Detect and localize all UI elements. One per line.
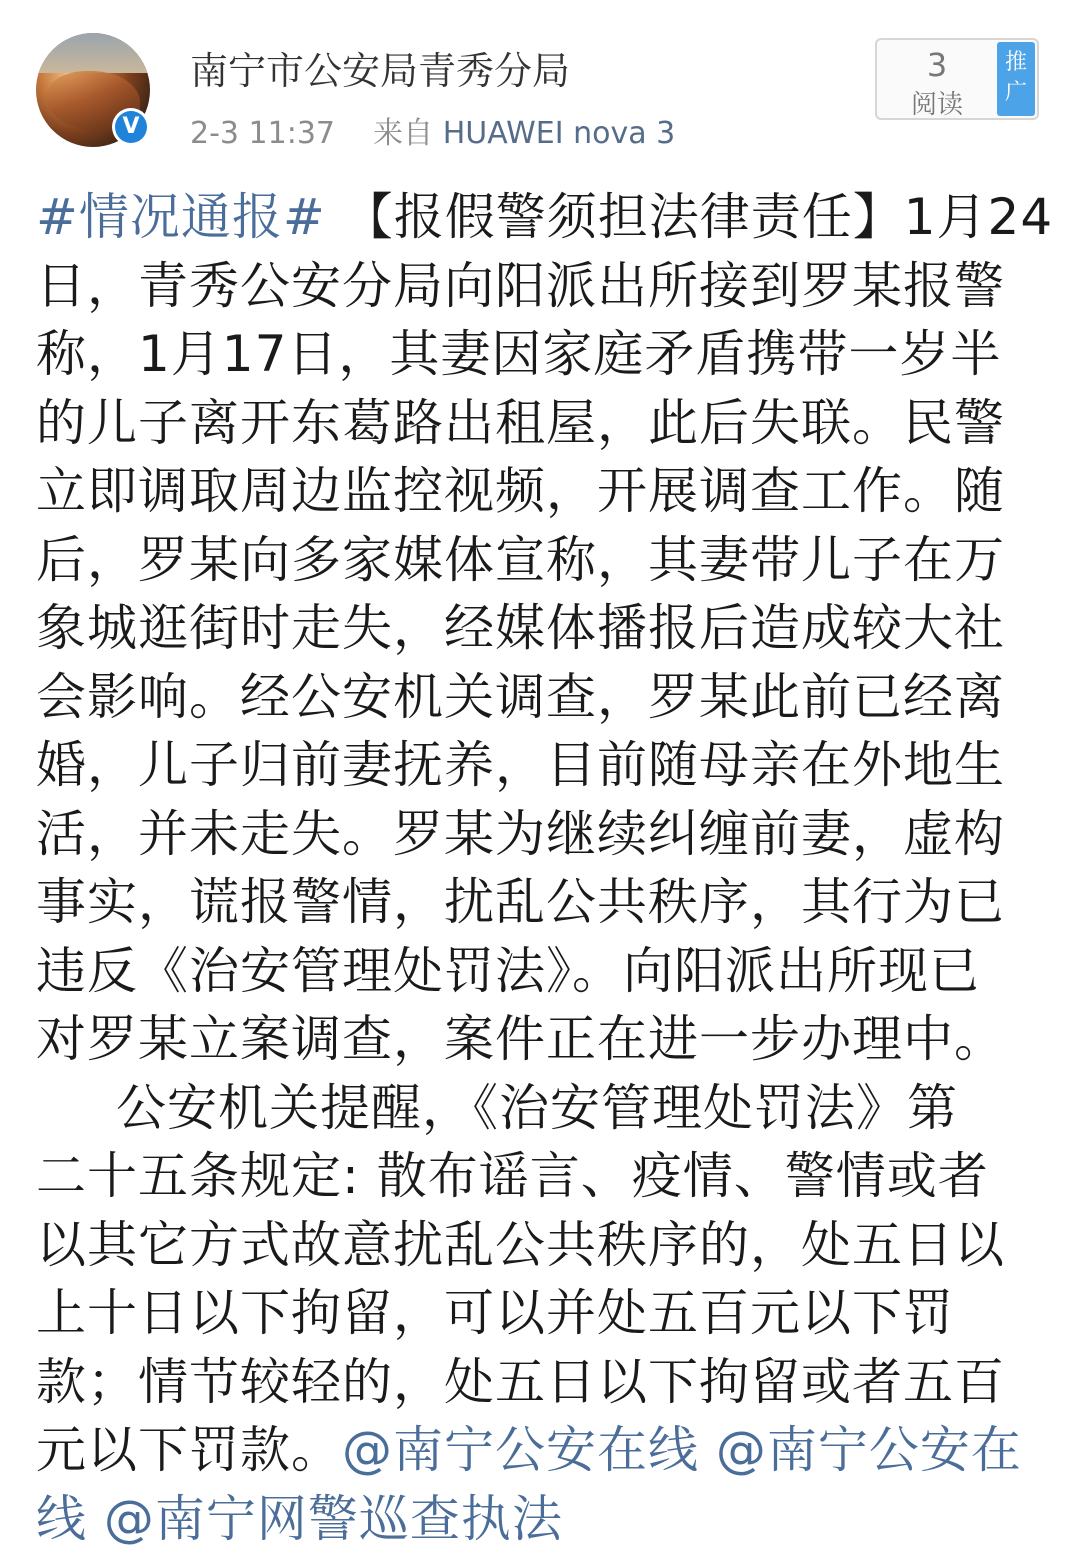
read-label: 阅读 [910,90,963,120]
topic-link[interactable]: #情况通报# [36,188,326,246]
verified-badge-icon [112,108,150,146]
post-line [36,183,1054,252]
source-device[interactable]: HUAWEI nova 3 [442,116,676,151]
post-line: 活，并未走失。罗某为继续纠缠前妻，虚构 [36,804,1005,863]
mention-link[interactable]: @南宁网警巡查执法 [103,1489,563,1548]
post-line: 上十日以下拘留，可以并处五百元以下罚 [36,1284,954,1342]
post-line: 立即调取周边监控视频，开展调查工作。随 [36,462,1005,520]
read-count: 3 [926,46,948,84]
post-header [0,0,1077,175]
post-line: 的儿子离开东葛路出租屋，此后失联。民警 [36,393,1005,452]
post-line: 款；情节较轻的，处五日以下拘留或者五百 [36,1352,1005,1411]
post-timestamp: 2-3 11:37 [190,116,335,151]
promote-button[interactable] [997,42,1035,116]
post-line: 会影响。经公安机关调查，罗某此前已经离 [36,667,1005,726]
post-line: 后，罗某向多家媒体宣称，其妻带儿子在万 [36,530,1005,589]
post-line [36,1485,1036,1554]
post-text: 【报假警须担法律责任】1月24 [325,188,1054,246]
post-line: 象城逛街时走失，经媒体播报后造成较大社 [36,599,1005,657]
mention-link[interactable]: 线 [36,1489,87,1548]
mention-link[interactable]: @南宁公安在 [715,1421,1022,1479]
account-name[interactable]: 南宁市公安局青秀分局 [190,49,571,93]
post-line: 婚，儿子归前妻抚养，目前随母亲在外地生 [36,736,1005,794]
post-line [36,1074,1036,1143]
post-line: 二十五条规定: 散布谣言、疫情、警情或者 [36,1147,989,1205]
post-meta [190,108,675,152]
verified-mark: V [115,111,147,143]
post-line: 违反《治安管理处罚法》。向阳派出所现已 [36,941,980,1000]
post-line [36,1416,1036,1485]
post-text: 公安机关提醒，《治安管理处罚法》第 [116,1078,958,1137]
mention-link[interactable]: @南宁公安在线 [342,1421,699,1479]
post-line: 称，1月17日，其妻因家庭矛盾携带一岁半 [36,325,1002,383]
post-line: 以其它方式故意扰乱公共秩序的，处五日以 [36,1215,1005,1274]
post-line: 事实，谎报警情，扰乱公共秩序，其行为已 [36,873,1005,931]
promote-label-1: 推 [1004,50,1027,75]
post-text: 元以下罚款。 [36,1421,342,1479]
post-line: 日，青秀公安分局向阳派出所接到罗某报警 [36,256,1005,315]
avatar-sky [36,33,150,73]
read-count-box [875,38,1039,120]
source-prefix: 来自 [373,116,434,151]
post-body [36,183,1054,1553]
promote-label-2: 广 [1004,80,1027,105]
post-line: 对罗某立案调查，案件正在进一步办理中。 [36,1010,1005,1068]
